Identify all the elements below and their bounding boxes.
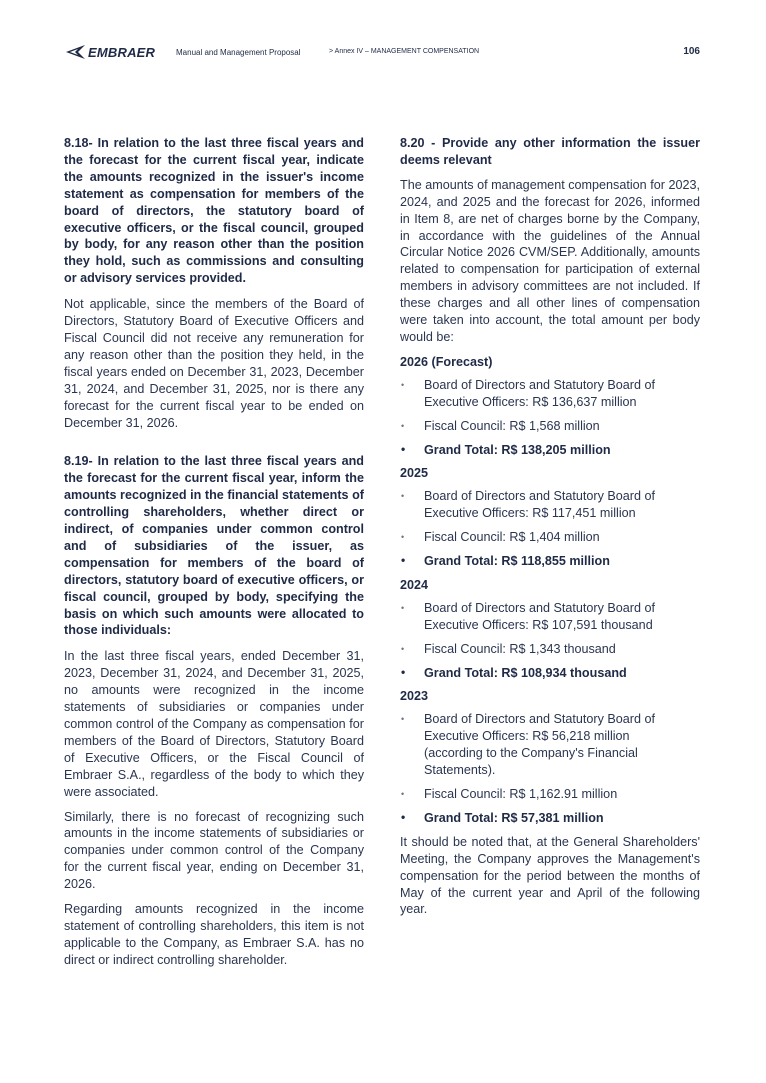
section-8-20-intro: The amounts of management compensation for 2023, 2024, and 2025 and the forecast for 2026, informed in Item 8, are net of charges borne by the Company, in accordance with the guidelines of the Annual Circular Notice 2026 CVM/SEP. Additionally, amounts related to compensation for participation of external members in advisory committees are not included. If these charges and all other lines of compensation were taken into account, the total amount per body would be:	[400, 177, 700, 344]
section-8-18-heading: 8.18- In relation to the last three fiscal years and the forecast for the current fiscal year, indicate the amounts recognized in the issuer's income statement as compensation for members of the board of directors, the statutory board of executive officers, or the fiscal council, grouped by body, for any reason other than the position they hold, such as commissions and consulting or advisory services provided.	[64, 136, 364, 286]
grand-total: • Grand Total: R$ 138,205 million	[400, 442, 700, 459]
list-item: • Board of Directors and Statutory Board of Executive Officers: R$ 107,591 thousand	[400, 600, 700, 634]
section-8-18-paragraph: Not applicable, since the members of the Board of Directors, Statutory Board of Executive Officers and Fiscal Council did not receive any remuneration for any reason other than the position they held, in the fiscal years ended on December 31, 2023, December 31, 2024, and December 31, 2025, nor is there any forecast for the current fiscal year to be ended on December 31, 2026.	[64, 297, 364, 430]
document-title: Manual and Management Proposal	[176, 48, 301, 57]
year-block-2024	[400, 577, 700, 682]
logo-text: EMBRAER	[88, 44, 156, 60]
compensation-list	[400, 711, 700, 826]
page-header	[64, 44, 700, 64]
compensation-list	[400, 488, 700, 570]
section-8-19-paragraph-2: Similarly, there is no forecast of recognizing such amounts in the income statements of subsidiaries or companies under common control of the Company for the current fiscal year, ending on December 31, 2026.	[64, 809, 364, 892]
year-block-2026	[400, 354, 700, 459]
section-8-20-heading: 8.20 - Provide any other information the issuer deems relevant	[400, 136, 700, 167]
grand-total: • Grand Total: R$ 108,934 thousand	[400, 665, 700, 682]
list-item: • Fiscal Council: R$ 1,162.91 million	[400, 786, 700, 803]
year-title: 2023	[400, 689, 429, 704]
list-item: • Fiscal Council: R$ 1,404 million	[400, 529, 700, 546]
list-item: • Fiscal Council: R$ 1,568 million	[400, 418, 700, 435]
grand-total: • Grand Total: R$ 118,855 million	[400, 553, 700, 570]
year-block-2025	[400, 465, 700, 570]
list-item: • Board of Directors and Statutory Board of Executive Officers: R$ 117,451 million	[400, 488, 700, 522]
embraer-logo-icon	[64, 44, 86, 60]
list-item: • Fiscal Council: R$ 1,343 thousand	[400, 641, 700, 658]
year-block-2023	[400, 688, 700, 826]
grand-total: • Grand Total: R$ 57,381 million	[400, 810, 700, 827]
year-title: 2026 (Forecast)	[400, 354, 493, 369]
section-8-19-heading: 8.19- In relation to the last three fiscal years and the forecast for the current fiscal year, inform the amounts recognized in the financial statements of controlling shareholders, whether direct or indirect, of companies under common control and of subsidiaries of the issuer, as compensation for members of the board of directors, statutory board of executive officers, or fiscal council, grouped by body, specifying the basis on which such amounts were allocated to those individuals:	[64, 454, 364, 638]
year-title: 2025	[400, 466, 429, 481]
embraer-logo	[64, 44, 155, 60]
section-8-19-paragraph-1: In the last three fiscal years, ended December 31, 2023, December 31, 2024, and December 31, 2025, no amounts were recognized in the income statements of subsidiaries or companies under common control of the Company as compensation for members of the Board of Directors, Statutory Board of Executive Officers, or the Fiscal Council of Embraer S.A., regardless of the body to which they were associated.	[64, 649, 364, 799]
year-title: 2024	[400, 577, 429, 592]
section-8-19-paragraph-3: Regarding amounts recognized in the income statement of controlling shareholders, this item is not applicable to the Company, as Embraer S.A. has no direct or indirect controlling shareholder.	[64, 902, 364, 967]
section-8-20-closing: It should be noted that, at the General Shareholders' Meeting, the Company approves the Management's compensation for the period between the months of May of the current year and April of the following year.	[400, 834, 700, 917]
page-number: 106	[683, 46, 700, 57]
list-item: • Board of Directors and Statutory Board of Executive Officers: R$ 136,637 million	[400, 377, 700, 411]
right-column	[400, 135, 700, 926]
breadcrumb: > Annex IV – MANAGEMENT COMPENSATION	[329, 48, 480, 55]
left-column	[64, 135, 364, 977]
compensation-list	[400, 600, 700, 682]
list-item: • Board of Directors and Statutory Board of Executive Officers: R$ 56,218 million (according to the Company's Financial Statements).	[400, 711, 700, 779]
compensation-list	[400, 377, 700, 459]
